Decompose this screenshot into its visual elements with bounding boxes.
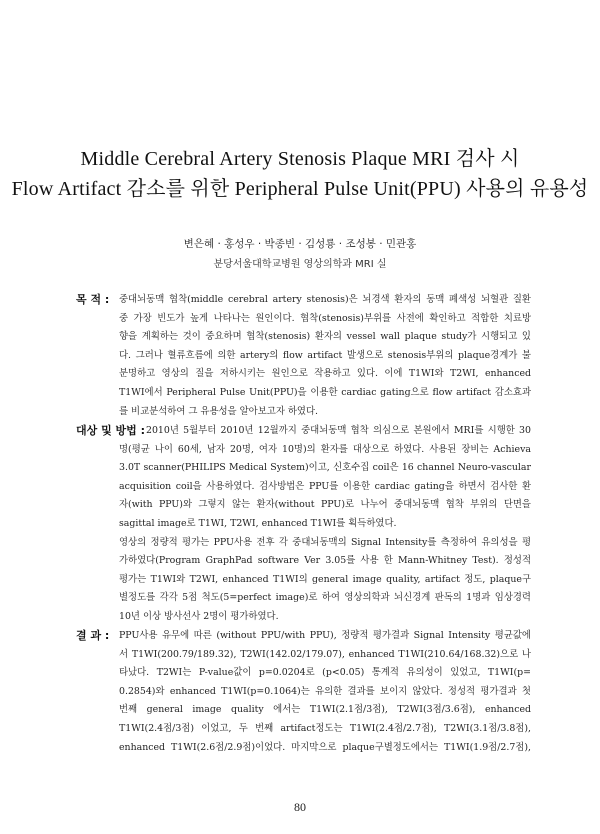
results-line: 번째 general image quality 에서는 T1WI(2.1점/3점), T2WI(3점/3.6점), enhanced bbox=[119, 704, 531, 716]
purpose-line: 중 가장 빈도가 높게 나타나는 원인이다. 협착(stenosis)부위를 사전에 확인하고 적합한 치료방 bbox=[119, 312, 531, 324]
methods-line: 자(with PPU)와 그렇지 않는 환자(without PPU)로 나누어 중대뇌동맥 협착 부위의 단면을 bbox=[119, 499, 531, 511]
purpose-label: 목 적 : bbox=[76, 293, 110, 306]
purpose-line: 를 비교분석하여 그 유용성을 알아보고자 하였다. bbox=[119, 405, 319, 417]
methods-label: 대상 및 방법 : bbox=[76, 424, 146, 437]
methods-line: 3.0T scanner(PHILIPS Medical System)이고, 신호수집 coil은 16 channel Neuro-vascular bbox=[119, 462, 531, 474]
results-line: 서 T1WI(200.79/189.32), T2WI(142.02/179.07), enhanced T1WI(210.64/168.32)으로 나 bbox=[119, 648, 531, 660]
purpose-line: T1WI에서 Peripheral Pulse Unit(PPU)을 이용한 cardiac gating으로 flow artifact 감소효과 bbox=[119, 386, 531, 398]
methods-line: 가하였다(Program GraphPad software Ver 3.05를 사용 한 Mann-Whitney Test). 정성적 bbox=[119, 555, 531, 567]
purpose-line: 향을 계획하는 것이 중요하며 협착(stenosis) 환자의 vessel wall plaque study가 시행되고 있 bbox=[119, 331, 531, 343]
results-line: 타났다. T2WI는 P-value값이 p=0.0204로 (p<0.05) 통계적 유의성이 있었고, T1WI(p= bbox=[119, 667, 531, 679]
purpose-line: 중대뇌동맥 협착(middle cerebral artery stenosis)은 뇌경색 환자의 동맥 폐색성 뇌혈관 질환 bbox=[119, 294, 531, 305]
methods-line: 별정도를 각각 5점 척도(5=perfect image)로 하여 영상의학과 뇌신경계 판독의 1명과 임상경력 bbox=[119, 592, 531, 604]
purpose-line: 다. 그러나 혈류흐름에 의한 artery의 flow artifact 발생으로 stenosis부위의 plaque경계가 불 bbox=[119, 349, 531, 361]
methods-body bbox=[119, 441, 531, 627]
methods-line: 영상의 정량적 평가는 PPU사용 전후 각 중대뇌동맥의 Signal Intensity를 측정하여 유의성을 평 bbox=[119, 536, 531, 548]
results-body bbox=[119, 627, 531, 757]
results-label: 결 과 : bbox=[76, 629, 110, 642]
affiliation: 분당서울대학교병원 영상의학과 MRI 실 bbox=[213, 259, 387, 270]
purpose-body bbox=[119, 291, 531, 421]
title-line-2: Flow Artifact 감소를 위한 Peripheral Pulse Unit(PPU) 사용의 유용성 bbox=[11, 178, 589, 200]
page-number: 80 bbox=[294, 800, 306, 814]
methods-line: acquisition coil을 사용하였다. 검사방법은 PPU를 이용한 cardiac gating을 하면서 검사한 환 bbox=[119, 480, 531, 492]
methods-line: 2010년 5월부터 2010년 12월까지 중대뇌동맥 협착 의심으로 본원에서 MRI를 시행한 30 bbox=[146, 425, 531, 436]
results-line: PPU사용 유무에 따른 (without PPU/with PPU), 정량적 평가결과 Signal Intensity 평균값에 bbox=[119, 630, 531, 641]
methods-line: sagittal image로 T1WI, T2WI, enhanced T1WI를 획득하였다. bbox=[119, 517, 397, 529]
author-list: 변은혜 · 홍성우 · 박종빈 · 김성룡 · 조성봉 · 민관홍 bbox=[183, 238, 417, 250]
title-line-1: Middle Cerebral Artery Stenosis Plaque MRI 검사 시 bbox=[80, 148, 520, 170]
results-line: enhanced T1WI(2.6점/2.9점)이었다. 마지막으로 plaque구별정도에서는 T1WI(1.9점/2.7점), bbox=[119, 741, 531, 753]
methods-body-first bbox=[146, 422, 531, 441]
methods-line: 평가는 T1WI와 T2WI, enhanced T1WI의 general image quality, artifact 정도, plaque구 bbox=[119, 573, 531, 585]
methods-line: 명(평균 나이 60세, 남자 20명, 여자 10명)의 환자를 대상으로 하였다. 사용된 장비는 Achieva bbox=[119, 443, 531, 455]
results-line: 0.2854)와 enhanced T1WI(p=0.1064)는 유의한 결과를 보이지 않았다. 정성적 평가결과 첫 bbox=[119, 685, 531, 697]
purpose-line: 분명하고 영상의 질을 저하시키는 원인으로 작용하고 있다. 이에 T1WI와 T2WI, enhanced bbox=[119, 368, 531, 380]
results-line: T1WI(2.4점/3점) 이었고, 두 번째 artifact정도는 T1WI(2.4점/2.7점), T2WI(3.1점/3.8점), bbox=[119, 722, 531, 734]
methods-line: 10년 이상 방사선사 2명이 평가하였다. bbox=[119, 610, 279, 622]
